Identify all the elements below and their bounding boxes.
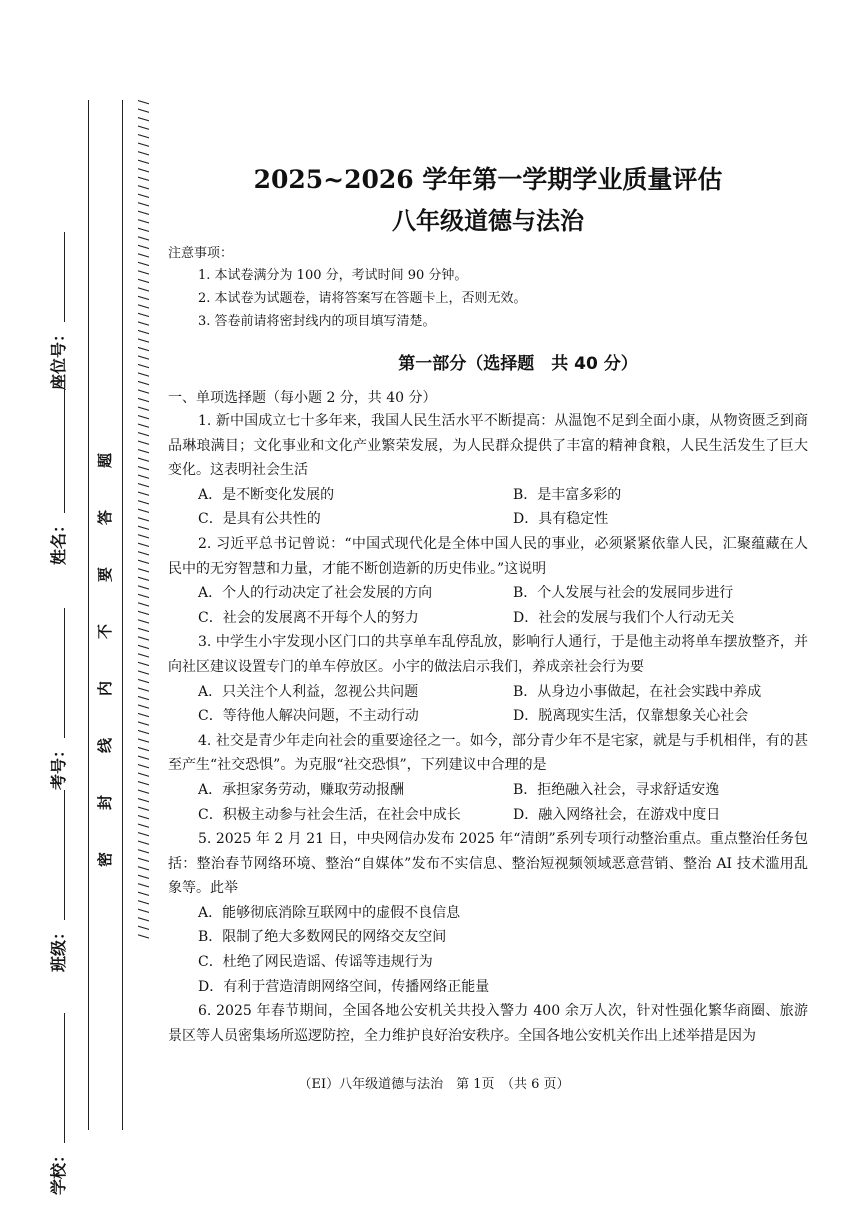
notice-item: 3. 答卷前请将密封线内的项目填写清楚。 <box>198 314 436 329</box>
class-field[interactable] <box>46 790 69 972</box>
margin-line-right <box>122 100 123 1130</box>
seal-char: 密 <box>96 851 115 868</box>
notice-item: 1. 本试卷满分为 100 分，考试时间 90 分钟。 <box>198 268 468 283</box>
question-options <box>168 680 808 729</box>
seal-line-slashes: / / / / / / / / / / / / / / / / / / / / / / / / / / / / / / / / / / / / / / / / / / / / / / / / / / / / / / / / / / / / / / / / / / / / / / / / / / / / / / / / / / / / / / / / / / / / / / / / / / / <box>135 100 150 939</box>
option: C．积极主动参与社会生活，在社会中成长 <box>198 806 461 823</box>
seal-char: 答 <box>96 509 115 526</box>
option: A．能够彻底消除互联网中的虚假不良信息 <box>198 904 461 921</box>
question-stem: 3. 中学生小宇发现小区门口的共享单车乱停乱放，影响行人通行，于是他主动将单车摆放整齐，并向社区建议设置专门的单车停放区。小宇的做法启示我们，养成亲社会行为要 <box>168 634 808 675</box>
seal-char: 题 <box>96 452 115 469</box>
exam-number-field[interactable] <box>46 608 69 790</box>
school-field[interactable] <box>46 1013 69 1195</box>
option: D．脱离现实生活，仅靠想象关心社会 <box>513 708 749 725</box>
seal-char: 内 <box>96 680 115 697</box>
field-label: 学校： <box>49 1146 68 1195</box>
seal-char: 封 <box>96 794 115 811</box>
option: A．承担家务劳动，赚取劳动报酬 <box>198 781 405 798</box>
option: A．是不断变化发展的 <box>198 486 335 503</box>
binding-margin <box>40 100 150 1195</box>
option: B．从身边小事做起，在社会实践中养成 <box>513 683 762 700</box>
option: C．是具有公共性的 <box>198 511 321 528</box>
seal-warning-text <box>88 450 122 870</box>
notice-title: 注意事项： <box>168 246 234 261</box>
option: D．融入网络社会，在游戏中度日 <box>513 806 721 823</box>
field-blank[interactable] <box>50 383 65 513</box>
option: D．具有稳定性 <box>513 511 609 528</box>
option: B．拒绝融入社会，寻求舒适安逸 <box>513 781 720 798</box>
question-stem: 1. 新中国成立七十多年来，我国人民生活水平不断提高：从温饱不足到全面小康，从物资匮乏到商品琳琅满目；文化事业和文化产业繁荣发展，为人民群众提供了丰富的精神食粮，人民生活发生了巨大变化。这表明社会生活 <box>168 413 808 479</box>
section-title: 一、单项选择题（每小题 2 分，共 40 分） <box>168 390 437 406</box>
question-stem: 4. 社交是青少年走向社会的重要途径之一。如今，部分青少年不是宅家，就是与手机相伴，有的甚至产生“社交恐惧”。为克服“社交恐惧”，下列建议中合理的是 <box>168 732 808 774</box>
exam-content <box>168 160 808 1048</box>
question-options <box>168 778 808 827</box>
part-title: 第一部分（选择题 共 40 分） <box>398 354 638 374</box>
field-label: 姓名： <box>49 516 68 565</box>
option: D．有利于营造清朗网络空间，传播网络正能量 <box>198 978 490 995</box>
option: C．社会的发展离不开每个人的努力 <box>198 609 419 626</box>
field-label: 考号： <box>49 741 68 790</box>
option: A．只关注个人利益，忽视公共问题 <box>198 683 419 700</box>
question-options <box>168 901 808 999</box>
field-blank[interactable] <box>50 790 65 920</box>
seal-char: 线 <box>96 737 115 754</box>
question-stem: 2. 习近平总书记曾说：“中国式现代化是全体中国人民的事业，必须紧紧依靠人民，汇聚蕴藏在人民中的无穷智慧和力量，才能不断创造新的历史伟业。”这说明 <box>168 535 808 577</box>
field-label: 座位号： <box>49 325 68 390</box>
exam-subject: 八年级道德与法治 <box>392 206 584 235</box>
field-label: 班级： <box>49 923 68 972</box>
name-field[interactable] <box>46 383 69 565</box>
page-footer: （EI）八年级道德与法治 第 1页 （共 6 页） <box>298 1077 570 1092</box>
option: B．是丰富多彩的 <box>513 486 622 503</box>
question-options <box>168 483 808 532</box>
question-stem: 6. 2025 年春节期间，全国各地公安机关共投入警力 400 余万人次，针对性强化繁华商圈、旅游景区等人员密集场所巡逻防控，全力维护良好治安秩序。全国各地公安机关作出上述举措是因为 <box>168 1003 808 1044</box>
seal-char: 不 <box>96 623 115 640</box>
option: C．等待他人解决问题，不主动行动 <box>198 708 419 725</box>
notice-item: 2. 本试卷为试题卷，请将答案写在答题卡上，否则无效。 <box>198 291 527 306</box>
seat-number-field[interactable] <box>46 232 69 390</box>
seal-char: 要 <box>96 566 115 583</box>
question-stem: 5. 2025 年 2 月 21 日，中央网信办发布 2025 年“清朗”系列专项行动整治重点。重点整治任务包括：整治春节网络环境、整治“自媒体”发布不实信息、整治短视频领域恶意营销、整治 AI 技术滥用乱象等。此举 <box>168 831 808 897</box>
option: B．个人发展与社会的发展同步进行 <box>513 585 734 602</box>
exam-title: 2025~2026 学年第一学期学业质量评估 <box>253 165 723 194</box>
field-blank[interactable] <box>50 608 65 738</box>
question-options <box>168 581 808 630</box>
option: C．杜绝了网民造谣、传谣等违规行为 <box>198 954 433 971</box>
option: B．限制了绝大多数网民的网络交友空间 <box>198 929 447 946</box>
option: A．个人的行动决定了社会发展的方向 <box>198 585 433 602</box>
option: D．社会的发展与我们个人行动无关 <box>513 609 735 626</box>
field-blank[interactable] <box>50 232 65 322</box>
